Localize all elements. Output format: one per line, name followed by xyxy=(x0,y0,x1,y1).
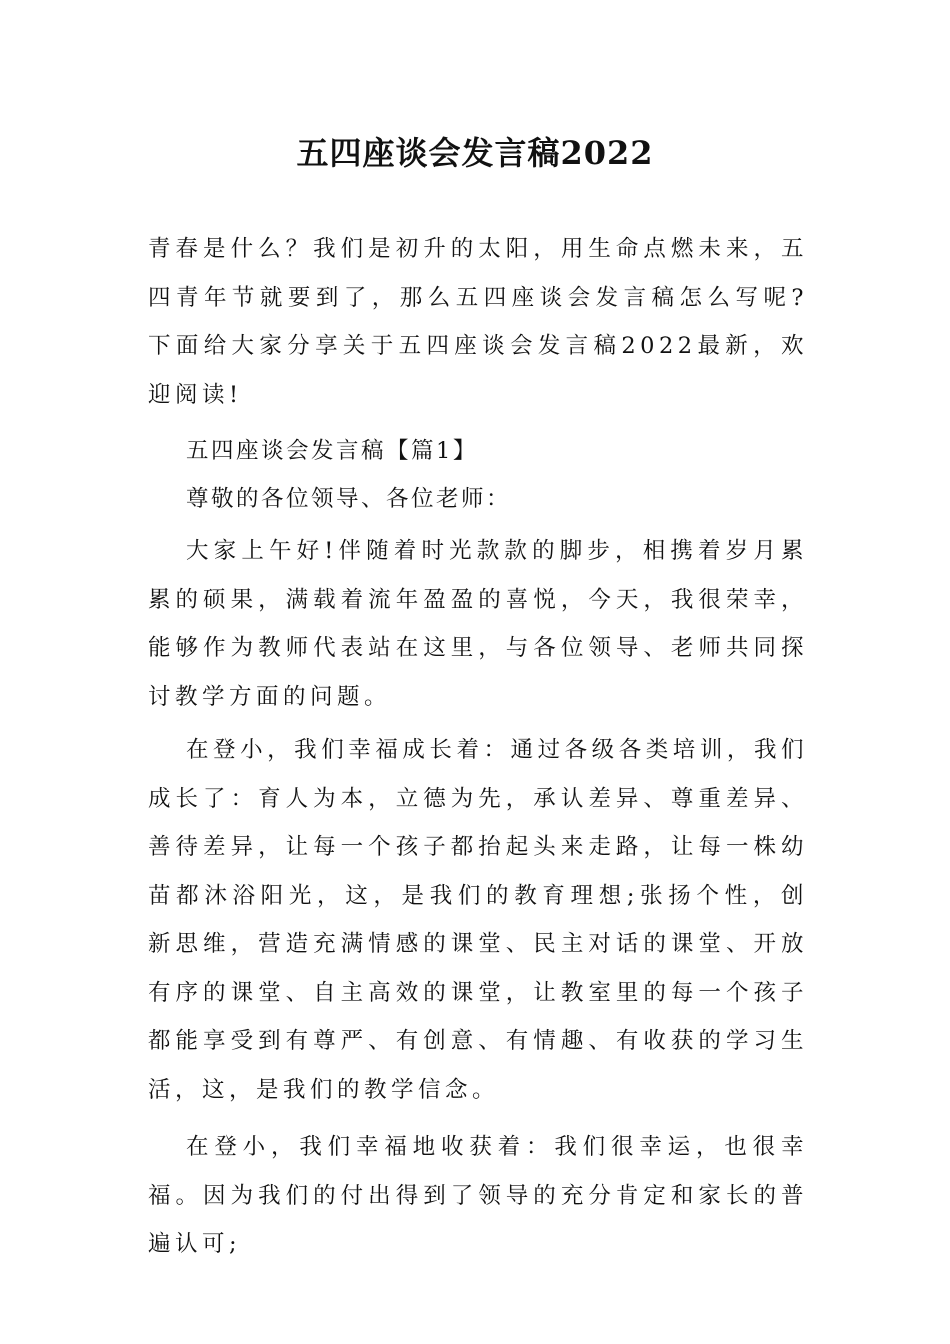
paragraph-3: 在登小，我们幸福地收获着：我们很幸运，也很幸福。因为我们的付出得到了领导的充分肯定和家长的普遍认可; xyxy=(148,1134,808,1257)
document-title: 五四座谈会发言稿2022 xyxy=(296,134,654,172)
section-heading: 五四座谈会发言稿【篇1】 xyxy=(186,438,478,464)
paragraph-2: 在登小，我们幸福成长着：通过各级各类培训，我们成长了：育人为本，立德为先，承认差异、尊重差异、善待差异，让每一个孩子都抬起头来走路，让每一株幼苗都沐浴阳光，这，是我们的教育理想;张扬个性，创新思维，营造充满情感的课堂、民主对话的课堂、开放有序的课堂、自主高效的课堂，让教室里的每一个孩子都能享受到有尊严、有创意、有情趣、有收获的学习生活，这，是我们的教学信念。 xyxy=(148,737,808,1103)
intro-paragraph: 青春是什么？我们是初升的太阳，用生命点燃未来，五四青年节就要到了，那么五四座谈会发言稿怎么写呢?下面给大家分享关于五四座谈会发言稿2022最新，欢迎阅读! xyxy=(148,236,808,408)
paragraph-1: 大家上午好!伴随着时光款款的脚步，相携着岁月累累的硕果，满载着流年盈盈的喜悦，今天，我很荣幸，能够作为教师代表站在这里，与各位领导、老师共同探讨教学方面的问题。 xyxy=(148,538,808,710)
salutation: 尊敬的各位领导、各位老师： xyxy=(186,486,512,512)
